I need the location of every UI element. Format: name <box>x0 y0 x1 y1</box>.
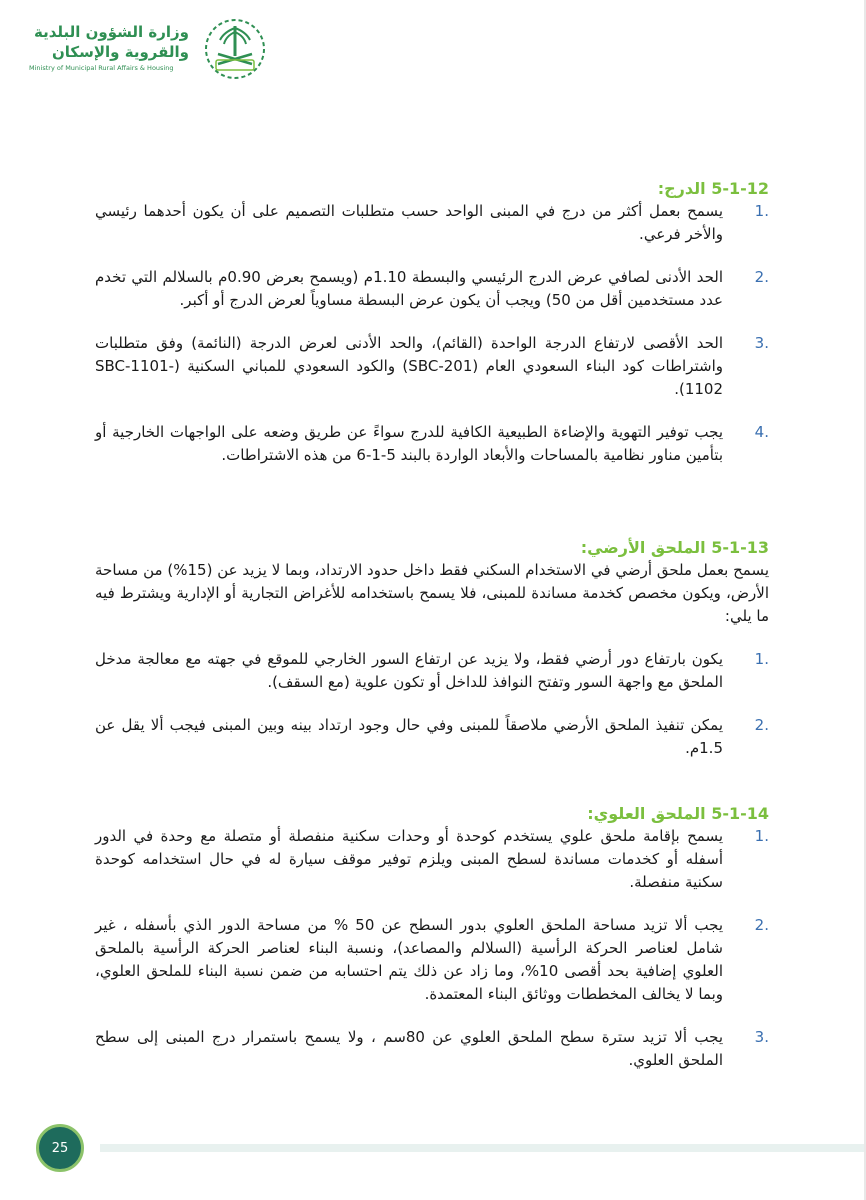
list-item <box>95 714 769 760</box>
ministry-name <box>29 22 189 72</box>
item-text: الحد الأقصى لارتفاع الدرجة الواحدة (القائم)، والحد الأدنى لعرض الدرجة (النائمة) وفق متطلبات واشتراطات كود البناء السعودي العام (SBC-201) والكود السعودي للمباني السكنية (SBC-1101-1102). <box>95 334 723 398</box>
item-text: يجب ألا تزيد مساحة الملحق العلوي بدور السطح عن 50 % من مساحة الدور الذي بأسفله ، غير شامل لعناصر الحركة الرأسية (السلالم والمصاعد)، ونسبة البناء لعناصر الحركة الرأسية بالملحق العلوي إضافية بحد أقصى 10%، وما زاد عن ذلك يتم احتسابه من ضمن نسبة البناء للملحق العلوي، وبما لا يخالف المخططات ووثائق البناء المعتمدة. <box>95 916 724 1003</box>
list-item <box>95 266 769 312</box>
item-number: .1 <box>754 827 769 845</box>
item-text: الحد الأدنى لصافي عرض الدرج الرئيسي والبسطة 1.10م (ويسمح بعرض 0.90م بالسلالم التي تخدم عدد مستخدمين أقل من 50) ويجب أن يكون عرض البسطة مساوياً لعرض الدرج أو أكبر. <box>95 268 724 309</box>
section-heading: 5-1-12 الدرج: <box>657 179 769 198</box>
item-text: يسمح بإقامة ملحق علوي يستخدم كوحدة أو وحدات سكنية منفصلة أو متصلة مع وحدة في الدور أسفله أو كخدمات مساندة لسطح المبنى ويلزم توفير موقف سيارة له في حال استخدامه كوحدة سكنية منفصلة. <box>95 827 723 891</box>
section-roof-annex <box>95 803 769 1072</box>
ministry-name-ar-line1: وزارة الشؤون البلدية <box>33 23 189 41</box>
item-text: يجب ألا تزيد سترة سطح الملحق العلوي عن 80سم ، ولا يسمح باستمرار درج المبنى إلى سطح الملحق العلوي. <box>95 1028 724 1069</box>
item-number: .1 <box>754 650 769 668</box>
item-number: .4 <box>754 423 769 441</box>
item-number: .1 <box>754 202 769 220</box>
page-number-badge <box>36 1124 84 1172</box>
item-text: يكون بارتفاع دور أرضي فقط، ولا يزيد عن ارتفاع السور الخارجي للموقع في جهته مع معالجة مدخل الملحق مع واجهة السور وتفتح النوافذ للداخل أو تكون علوية (مع السقف). <box>95 650 723 691</box>
item-text: يسمح بعمل أكثر من درج في المبنى الواحد حسب متطلبات التصميم على أن يكون أحدهما رئيسي والأخر فرعي. <box>95 202 723 243</box>
section-heading: 5-1-14 الملحق العلوي: <box>587 804 769 823</box>
page-number: 25 <box>51 1140 69 1156</box>
list-item <box>95 914 769 1006</box>
item-number: .2 <box>754 916 769 934</box>
section-stairs <box>95 178 769 467</box>
ministry-logo <box>204 18 266 80</box>
item-text: يجب توفير التهوية والإضاءة الطبيعية الكافية للدرج سواءً عن طريق وضعه على الواجهات الخارجية أو بتأمين مناور نظامية بالمساحات والأبعاد الواردة بالبند 5-1-6 من هذه الاشتراطات. <box>95 423 723 464</box>
section-intro: يسمح بعمل ملحق أرضي في الاستخدام السكني فقط داخل حدود الارتداد، وبما لا يزيد عن (15%) من مساحة الأرض، ويكون مخصص كخدمة مساندة للمبنى، فلا يسمح باستخدامه للأغراض التجارية أو الإدارية ويشترط فيه ما يلي: <box>95 561 769 625</box>
item-text: يمكن تنفيذ الملحق الأرضي ملاصقاً للمبنى وفي حال وجود ارتداد بينه وبين المبنى فيجب ألا يقل عن 1.5م. <box>95 716 723 757</box>
list-item <box>95 648 769 694</box>
list-item <box>95 200 769 246</box>
item-number: .2 <box>754 716 769 734</box>
ministry-name-en: Ministry of Municipal Rural Affairs & Housing <box>29 64 174 72</box>
ministry-name-ar-line2: والقروية والإسكان <box>51 43 189 61</box>
item-number: .3 <box>754 334 769 352</box>
list-item <box>95 1026 769 1072</box>
list-item <box>95 421 769 467</box>
footer-band <box>100 1144 864 1152</box>
item-number: .3 <box>754 1028 769 1046</box>
list-item <box>95 332 769 401</box>
section-heading: 5-1-13 الملحق الأرضي: <box>580 538 769 557</box>
list-item <box>95 825 769 894</box>
item-number: .2 <box>754 268 769 286</box>
section-ground-annex <box>95 537 769 760</box>
